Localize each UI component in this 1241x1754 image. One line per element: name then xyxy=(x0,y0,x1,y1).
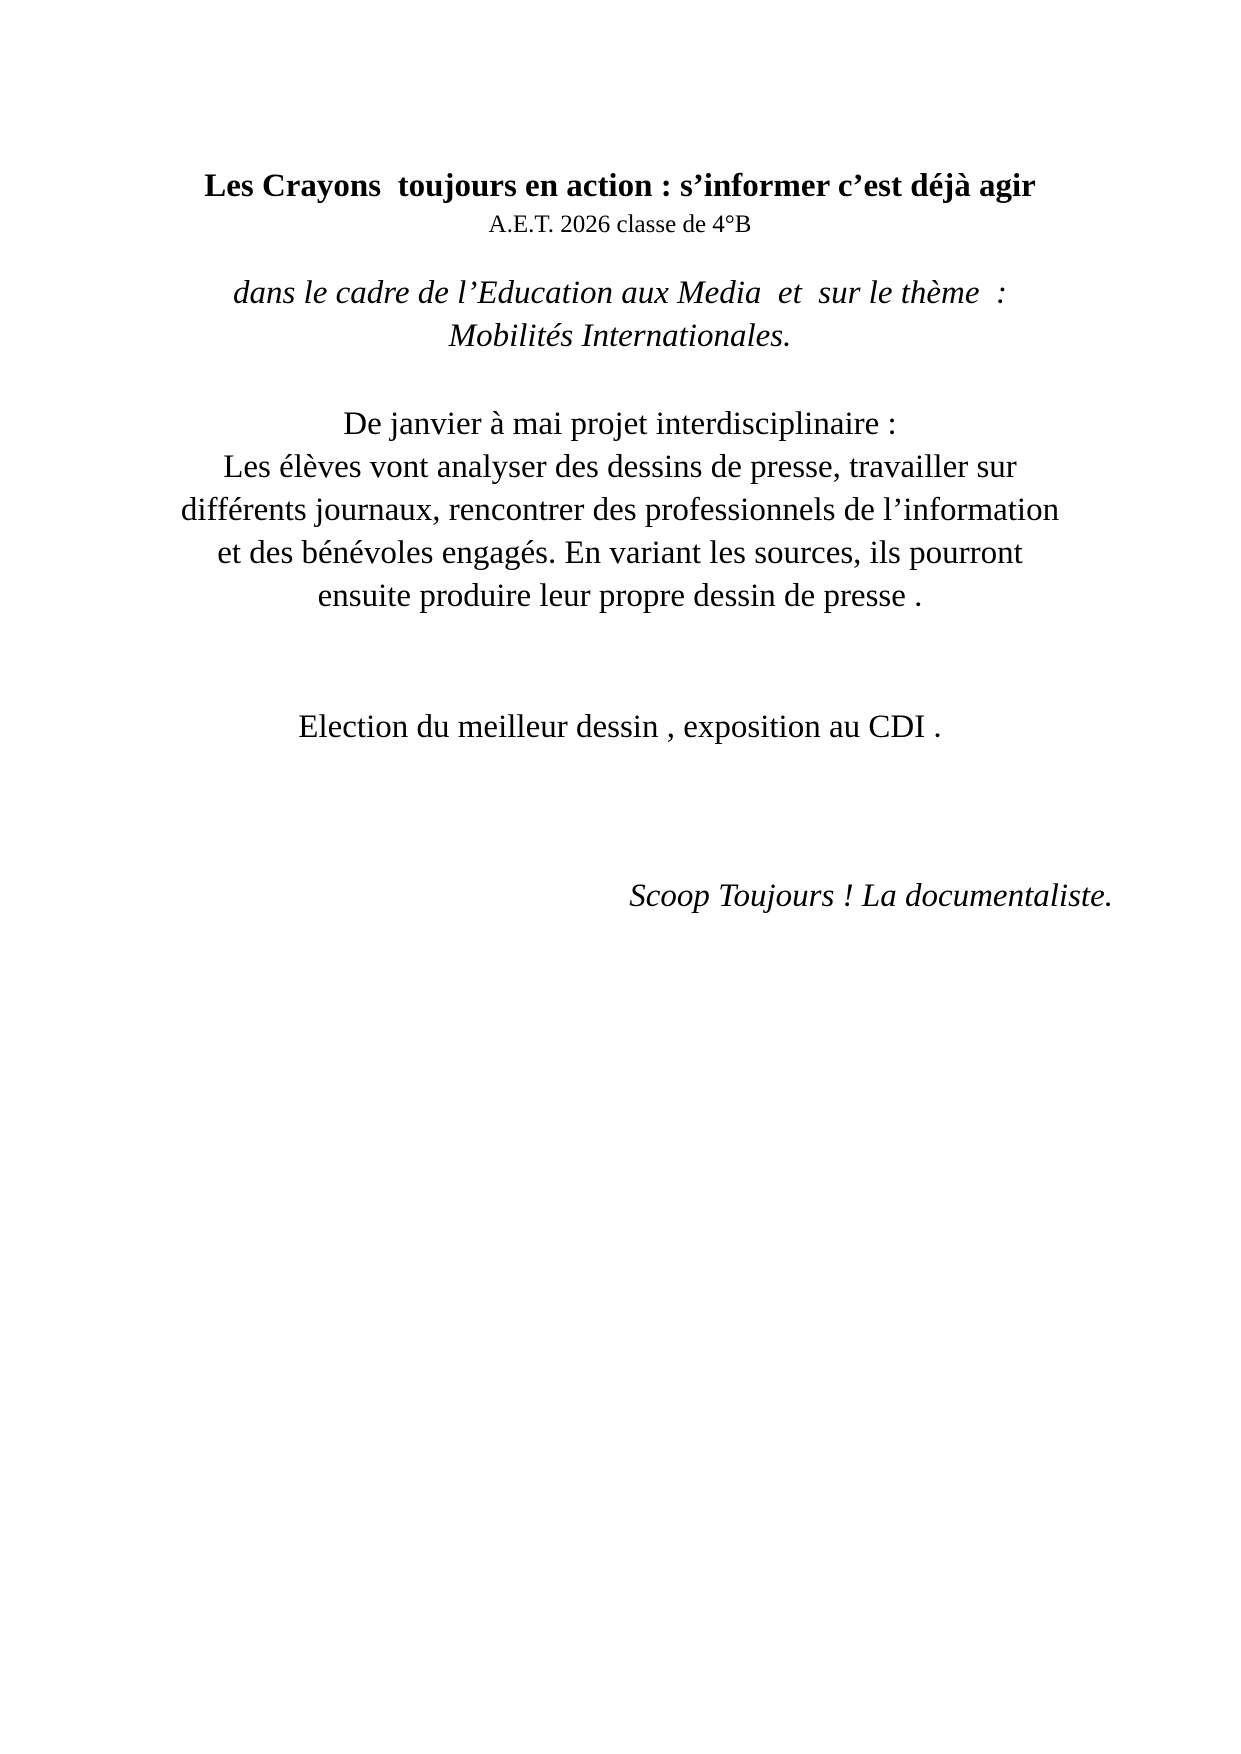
project-line: De janvier à mai projet interdisciplinaire : xyxy=(343,406,897,442)
project-line: et des bénévoles engagés. En variant les sources, ils pourront xyxy=(217,535,1023,571)
document-title: Les Crayons toujours en action : s’informer c’est déjà agir xyxy=(204,168,1036,204)
document-subtitle: A.E.T. 2026 classe de 4°B xyxy=(488,211,752,238)
intro-line: Mobilités Internationales. xyxy=(448,318,792,354)
project-line: Les élèves vont analyser des dessins de presse, travailler sur xyxy=(223,449,1017,485)
project-line: différents journaux, rencontrer des professionnels de l’information xyxy=(180,492,1060,528)
signature: Scoop Toujours ! La documentaliste. xyxy=(629,878,1113,914)
election-line: Election du meilleur dessin , exposition au CDI . xyxy=(298,709,942,745)
intro-paragraph xyxy=(120,272,1120,358)
project-paragraph xyxy=(120,403,1120,618)
project-line: ensuite produire leur propre dessin de presse . xyxy=(317,578,923,614)
intro-line: dans le cadre de l’Education aux Media et sur le thème : xyxy=(232,275,1008,311)
